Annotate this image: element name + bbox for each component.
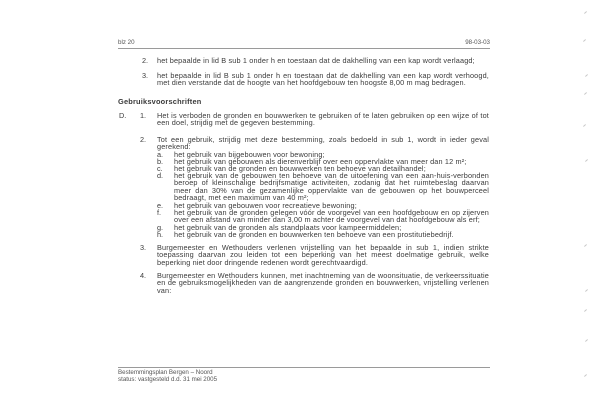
subitem-text: het gebruik van de gronden als standplaats voor kampeermiddelen;	[174, 223, 402, 232]
scan-edge-marks	[574, 0, 594, 400]
section-letter: D.	[119, 111, 127, 120]
subitem-letter: d.	[157, 171, 164, 180]
page-number: blz 20	[118, 39, 135, 46]
item-text: Burgemeester en Wethouders verlenen vrijstelling van het bepaalde in sub 1, indien strikte toepassing daarvan zou leiden tot een beperking van het meest doelmatige gebruik, welke beperking niet door dringende redenen wordt gerechtvaardigd.	[157, 243, 489, 267]
subitem-text: het gebruik van gebouwen als dierenverblijf over een oppervlakte van meer dan 12 m²;	[174, 157, 467, 166]
page-footer	[118, 367, 490, 384]
item-text: Tot een gebruik, strijdig met deze bestemming, zoals bedoeld in sub 1, wordt in ieder geval gerekend:	[157, 135, 489, 152]
subitem-letter: a.	[157, 150, 164, 159]
item-text: Burgemeester en Wethouders kunnen, met inachtneming van de woonsituatie, de verkeerssituatie en de gebruiksmogelijkheden van de aangrenzende gronden en bouwwerken, vrijstelling verlenen van:	[157, 271, 489, 295]
subitem-text: het gebruik van de gronden gelegen vóór de voorgevel van een hoofdgebouw en op zijerven over een afstand van minder dan 3,00 m achter de voorgevel van dat hoofdgebouw als erf;	[174, 208, 489, 225]
intro-item-text: het bepaalde in lid B sub 1 onder h en toestaan dat de dakhelling van een kap wordt verhoogd, met dien verstande dat de hoogte van het hoofdgebouw ten hoogste 8,00 m mag bedragen.	[157, 71, 489, 88]
footer-status: status: vastgesteld d.d. 31 mei 2005	[118, 375, 218, 383]
intro-item-number: 2.	[142, 56, 149, 65]
item-number: 3.	[140, 243, 147, 252]
item-number: 4.	[140, 271, 147, 280]
section-heading: Gebruiksvoorschriften	[118, 97, 202, 106]
subitem-text: het gebruik van de gebouwen ten behoeve van de uitoefening van een aan-huis-verbonden beroep of kleinschalige bedrijfsmatige activiteiten, zodanig dat het ruimtebeslag daarvan meer dan 30% van de gezamenlijke oppervlakte van de gebouwen op het bouwperceel bedraagt, met een maximum van 40 m²;	[174, 171, 489, 203]
subitem-letter: b.	[157, 157, 164, 166]
item-text: Het is verboden de gronden en bouwwerken te gebruiken of te laten gebruiken op een wijze of tot een doel, strijdig met de gegeven bestemming.	[157, 111, 489, 128]
subitem-letter: h.	[157, 230, 164, 239]
item-number: 2.	[140, 135, 147, 144]
item-number: 1.	[140, 111, 147, 120]
intro-item-text: het bepaalde in lid B sub 1 onder h en toestaan dat de dakhelling van een kap wordt verlaagd;	[157, 56, 475, 65]
subitem-text: het gebruik van gebouwen voor recreatieve bewoning;	[174, 201, 357, 210]
subitem-letter: g.	[157, 223, 164, 232]
subitem-letter: e.	[157, 201, 164, 210]
subitem-text: het gebruik van bijgebouwen voor bewoning;	[174, 150, 325, 159]
intro-item-number: 3.	[142, 71, 149, 80]
page-header	[118, 39, 490, 49]
header-date: 98-03-03	[465, 39, 490, 46]
subitem-letter: c.	[157, 164, 163, 173]
footer-plan-name: Bestemmingsplan Bergen – Noord	[118, 369, 213, 376]
subitem-letter: f.	[157, 208, 162, 217]
subitem-text: het gebruik van de gronden en bouwwerken ten behoeve van een prostitutiebedrijf.	[174, 230, 454, 239]
subitem-text: het gebruik van de gronden en bouwwerken ten behoeve van detailhandel;	[174, 164, 426, 173]
